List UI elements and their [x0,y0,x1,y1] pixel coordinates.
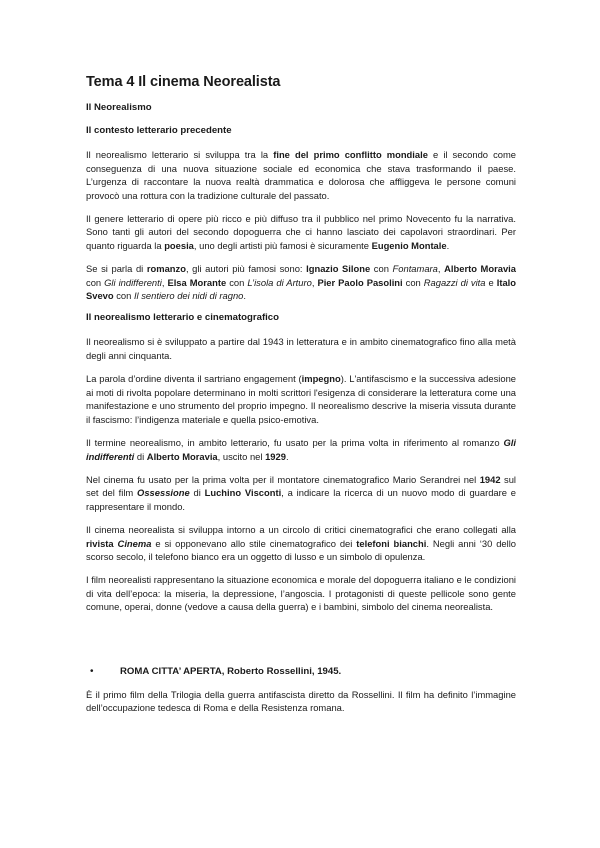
text-run: . [243,290,247,302]
document-body [86,74,516,724]
page-title: Tema 4 Il cinema Neorealista [86,74,281,90]
text-run: Italo Svevo [86,276,516,302]
text-run: fine del primo conflitto mondiale [273,149,428,160]
bullet-item [86,666,516,677]
text-run: , [311,276,318,288]
text-run: Fontamara [392,263,438,275]
text-run: . [285,450,289,462]
section-heading-letterario-cinematografico: Il neorealismo letterario e cinematografico [86,312,280,324]
text-run: rivista [86,537,118,549]
film-title-roma-citta-aperta: ROMA CITTA’ APERTA, Roberto Rossellini, 1945. [120,665,342,677]
text-run: con [113,290,134,302]
text-run: con [226,276,248,288]
text-run: . [446,240,450,252]
paragraph-2 [86,212,516,253]
text-run: L’isola di Arturo [247,276,312,288]
text-run: Pier Paolo Pasolini [317,276,403,288]
text-run: , [161,276,168,288]
text-run: Ragazzi di vita [423,276,486,288]
text-run: Ignazio Silone [306,263,371,275]
text-run: Ossessione [137,487,190,499]
paragraph-10 [86,688,516,715]
text-run: ). L'antifascismo e la successiva adesione ai moti di rivolta popolare determinano in molti scrittori l'esigenza di considerare la letteratura come una manifestazione e uno strumento del proprio impegno. Il neorealismo descrive la miseria vissuta durante il fascismo: l’indigenza materiale e quella psico-emotiva. [86,373,516,425]
paragraph-7 [86,473,516,514]
text-run: e si opponevano allo stile cinematografico dei [151,537,357,549]
text-run: con [402,276,424,288]
text-run: . Negli anni ‘30 dello scorso secolo, il telefono bianco era un oggetto di lusso e un simbolo di opulenza. [86,537,517,563]
text-run: Il neorealismo si è sviluppato a partire dal 1943 in letteratura e in ambito cinematografico fino alla metà degli anni cinquanta. [86,336,516,362]
text-run: poesia [164,240,194,252]
text-run: Gli indifferenti [104,276,162,288]
paragraph-6 [86,436,516,463]
text-run: di [134,450,147,462]
paragraph-5 [86,372,516,426]
text-run: con [86,276,105,288]
text-run: I film neorealisti rappresentano la situazione economica e morale del dopoguerra italiano e le condizioni di vita dell’epoca: la miseria, la depressione, l’angoscia. I protagonisti di queste pellicole sono gente comune, operai, donne (vedove a causa della guerra) e i bambini, simbolo del cinema neorealista. [86,574,516,613]
text-run: È il primo film della Trilogia della guerra antifascista diretto da Rossellini. Il film ha definito l’immagine dell’occupazione tedesca di Roma e della Resistenza romana. [86,688,516,714]
text-run: Cinema [117,537,152,549]
text-run: Alberto Moravia [146,450,218,462]
text-run: telefoni bianchi [356,537,427,549]
text-run: , [437,263,445,275]
text-run: sul set del film [86,473,516,499]
text-run: Elsa Morante [167,276,227,288]
text-run: Eugenio Montale [371,240,447,252]
text-run: , gli autori più famosi sono: [185,263,307,275]
text-run: Se si parla di [86,263,147,275]
text-run: Luchino Visconti [204,487,282,499]
text-run: 1929 [265,450,286,462]
text-run: e il secondo come conseguenza di una nuova situazione sociale ed economica che stava trasformando il paese. L’urgenza di raccontare la nuova realtà drammatica e dolorosa che affliggeva le persone comuni provocò una rottura con la tradizione culturale del passato. [86,149,517,201]
spacer [86,624,516,666]
bullet-icon: • [90,665,94,677]
section-heading-contesto: Il contesto letterario precedente [86,125,232,136]
text-run: di [189,487,205,499]
text-run: Nel cinema fu usato per la prima volta per il montatore cinematografico Mario Serandrei nel [86,473,480,485]
paragraph-9 [86,573,516,614]
paragraph-1 [86,148,516,202]
text-run: con [370,263,393,275]
text-run: Il genere letterario di opere più ricco e più diffuso tra il pubblico nel primo Novecento fu la narrativa. Sono tanti gli autori del secondo dopoguerra che ci hanno lasciato dei capolavori straordinari. Per quanto riguarda la [86,212,516,252]
text-run: , a indicare la ricerca di un nuovo modo di guardare e rappresentare il mondo. [86,487,517,512]
text-run: Il sentiero dei nidi di ragno [133,290,244,302]
paragraph-8 [86,523,516,564]
text-run: impegno [301,373,341,385]
text-run: , uscito nel [217,450,266,462]
text-run: Il termine neorealismo, in ambito letterario, fu usato per la prima volta in riferimento al romanzo [86,437,504,448]
text-run: Il cinema neorealista si sviluppa intorno a un circolo di critici cinematografici che erano collegati alla [86,523,516,535]
paragraph-4 [86,335,516,362]
text-run: 1942 [479,473,501,485]
text-run: e [485,276,497,288]
paragraph-3 [86,262,516,303]
text-run: Il neorealismo letterario si sviluppa tra la [86,149,274,160]
text-run: Alberto Moravia [444,263,516,275]
text-run: romanzo [146,263,186,275]
text-run: La parola d’ordine diventa il sartriano engagement ( [86,373,302,385]
section-heading-neorealismo: Il Neorealismo [86,102,152,113]
text-run: , uno degli artisti più famosi è sicuramente [193,240,372,252]
text-run: Gli indifferenti [86,437,516,462]
